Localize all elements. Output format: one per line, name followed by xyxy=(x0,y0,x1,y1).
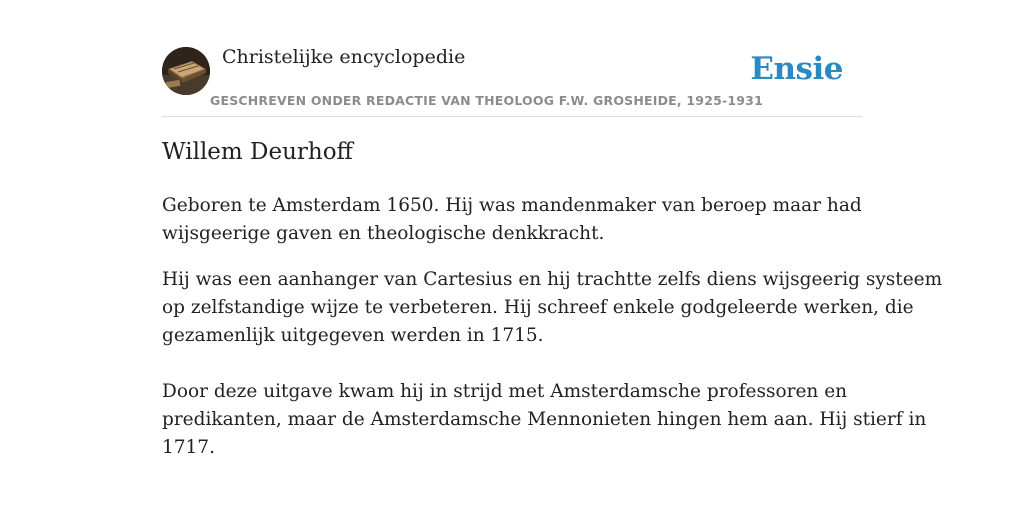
article-paragraph xyxy=(162,378,927,462)
source-subtitle: GESCHREVEN ONDER REDACTIE VAN THEOLOOG F.W. GROSHEIDE, 1925-1931 xyxy=(210,93,763,108)
ensie-logo[interactable]: Ensie xyxy=(750,51,843,87)
paragraph-line: wijsgeerige gaven en theologische denkkracht. xyxy=(162,223,605,244)
paragraph-line: predikanten, maar de Amsterdamsche Mennonieten hingen hem aan. Hij stierf in xyxy=(162,409,927,430)
paragraph-line: Door deze uitgave kwam hij in strijd met Amsterdamsche professoren en xyxy=(162,381,848,402)
paragraph-line: Geboren te Amsterdam 1650. Hij was mandenmaker van beroep maar had xyxy=(162,195,862,216)
article-paragraph xyxy=(162,266,943,350)
source-header xyxy=(162,44,862,117)
source-avatar[interactable] xyxy=(162,47,210,95)
paragraph-line: 1717. xyxy=(162,437,215,458)
paragraph-line: Hij was een aanhanger van Cartesius en hij trachtte zelfs diens wijsgeerig systeem xyxy=(162,269,943,290)
article-title: Willem Deurhoff xyxy=(162,139,353,165)
paragraph-line: op zelfstandige wijze te verbeteren. Hij schreef enkele godgeleerde werken, die xyxy=(162,297,914,318)
paragraph-line: gezamenlijk uitgegeven werden in 1715. xyxy=(162,325,544,346)
source-name[interactable]: Christelijke encyclopedie xyxy=(222,46,466,68)
article-body xyxy=(162,192,943,462)
book-photo-avatar-icon xyxy=(162,47,210,95)
article-paragraph xyxy=(162,192,870,248)
